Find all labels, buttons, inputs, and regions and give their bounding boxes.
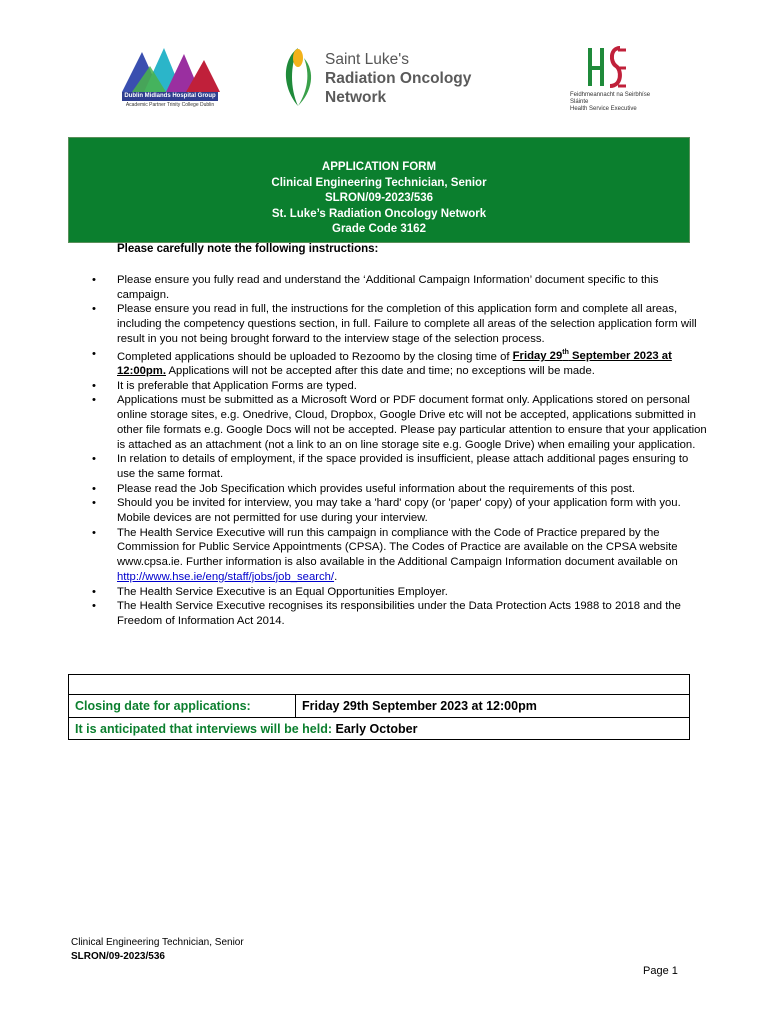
b3-pre: Completed applications should be uploaded to Rezoomo by the closing time of bbox=[117, 350, 513, 363]
banner-reference: SLRON/09-2023/536 bbox=[324, 192, 434, 204]
b3-date2: September 2023 at 12:00pm. bbox=[117, 350, 672, 377]
logo-header bbox=[0, 40, 770, 120]
b3-sup: th bbox=[562, 349, 569, 357]
slron-line3: Network bbox=[325, 89, 387, 106]
list-item: • Please ensure you fully read and understand the ‘Additional Campaign Information’ document specific to this campaign. bbox=[92, 273, 707, 302]
dmhg-logo bbox=[120, 44, 224, 112]
page-footer bbox=[71, 936, 244, 964]
hse-jobs-link[interactable]: http://www.hse.ie/eng/staff/jobs/job_search/ bbox=[117, 570, 335, 583]
list-item: • The Health Service Executive recognises its responsibilities under the Data Protection Acts 1988 to 2018 and the Freedom of Information Act 2014. bbox=[92, 599, 707, 628]
hse-line2: Health Service Executive bbox=[570, 106, 637, 112]
slron-logo bbox=[278, 42, 498, 112]
footer-reference: SLRON/09-2023/536 bbox=[71, 951, 165, 962]
instructions-title: Please carefully note the following instructions: bbox=[117, 243, 379, 255]
interview-label: It is anticipated that interviews will be held: bbox=[75, 722, 332, 736]
table-row bbox=[69, 718, 689, 740]
dmhg-band-text: Dublin Midlands Hospital Group bbox=[122, 92, 218, 101]
banner-role: Clinical Engineering Technician, Senior bbox=[271, 176, 487, 189]
list-item: • The Health Service Executive is an Equal Opportunities Employer. bbox=[92, 585, 707, 600]
closing-date-value: Friday 29th September 2023 at 12:00pm bbox=[302, 699, 537, 713]
slron-line1: Saint Luke's bbox=[325, 51, 409, 68]
slron-line2: Radiation Oncology bbox=[325, 70, 472, 87]
b3-date1: Friday 29 bbox=[512, 350, 563, 363]
list-item: • It is preferable that Application Forms are typed. bbox=[92, 379, 707, 394]
page-number: Page 1 bbox=[643, 965, 678, 977]
list-item bbox=[92, 347, 707, 379]
closing-date-label: Closing date for applications: bbox=[69, 695, 296, 717]
list-item: • In relation to details of employment, if the space provided is insufficient, please attach additional pages ensuring to use the same format. bbox=[92, 452, 707, 481]
interview-value: Early October bbox=[335, 722, 418, 736]
list-item: • Please ensure you read in full, the instructions for the completion of this application form and complete all areas, including the competency questions section, in full. Failure to complete all areas of the selection application form will result in you not being brought forward to the interview stage of the selection process. bbox=[92, 302, 707, 346]
application-banner bbox=[68, 137, 690, 243]
list-item: • Should you be invited for interview, you may take a 'hard' copy (or 'paper' copy) of your application form with you. Mobile devices are not permitted for use during your interview. bbox=[92, 496, 707, 525]
slron-leaf-icon bbox=[278, 44, 318, 110]
closing-date-table bbox=[68, 674, 690, 740]
footer-role: Clinical Engineering Technician, Senior bbox=[71, 937, 244, 948]
dmhg-sub-text: Academic Partner Trinity College Dublin bbox=[125, 102, 215, 108]
list-item: • Please read the Job Specification which provides useful information about the requirements of this post. bbox=[92, 482, 707, 497]
list-item: • Applications must be submitted as a Microsoft Word or PDF document format only. Applications stored on personal online storage sites, e.g. Onedrive, Cloud, Dropbox, Google Drive etc will not be accepted, applications submitted in other file formats e.g. Google Docs will not be accepted. Please pay particular attention to ensure that your application is attached as an attachment (not a link to an on line storage site e.g. Google Drive) when emailing your application. bbox=[92, 393, 707, 452]
instructions-list bbox=[92, 273, 707, 629]
b9-post: . bbox=[334, 570, 338, 583]
b3-post: Applications will not be accepted after this date and time; no exceptions will be made. bbox=[165, 364, 595, 377]
b9-pre: The Health Service Executive will run this campaign in compliance with the Code of Practice prepared by the Commission for Public Service Appointments (CPSA). The Codes of Practice are available on the CPSA website www.cpsa.ie. Further information is also available in the Additional Campaign Information document available on bbox=[117, 526, 678, 569]
table-row bbox=[69, 675, 689, 695]
hse-line1: Feidhmeannacht na Seirbhíse Sláinte bbox=[570, 92, 651, 105]
hse-mark-icon bbox=[582, 42, 630, 94]
banner-organisation: St. Luke’s Radiation Oncology Network bbox=[271, 207, 487, 220]
list-item bbox=[92, 526, 707, 585]
table-row bbox=[69, 695, 689, 718]
banner-title: APPLICATION FORM bbox=[321, 161, 437, 173]
mountains-icon bbox=[120, 44, 224, 94]
banner-grade-code: Grade Code 3162 bbox=[332, 223, 426, 235]
hse-logo bbox=[560, 42, 660, 114]
